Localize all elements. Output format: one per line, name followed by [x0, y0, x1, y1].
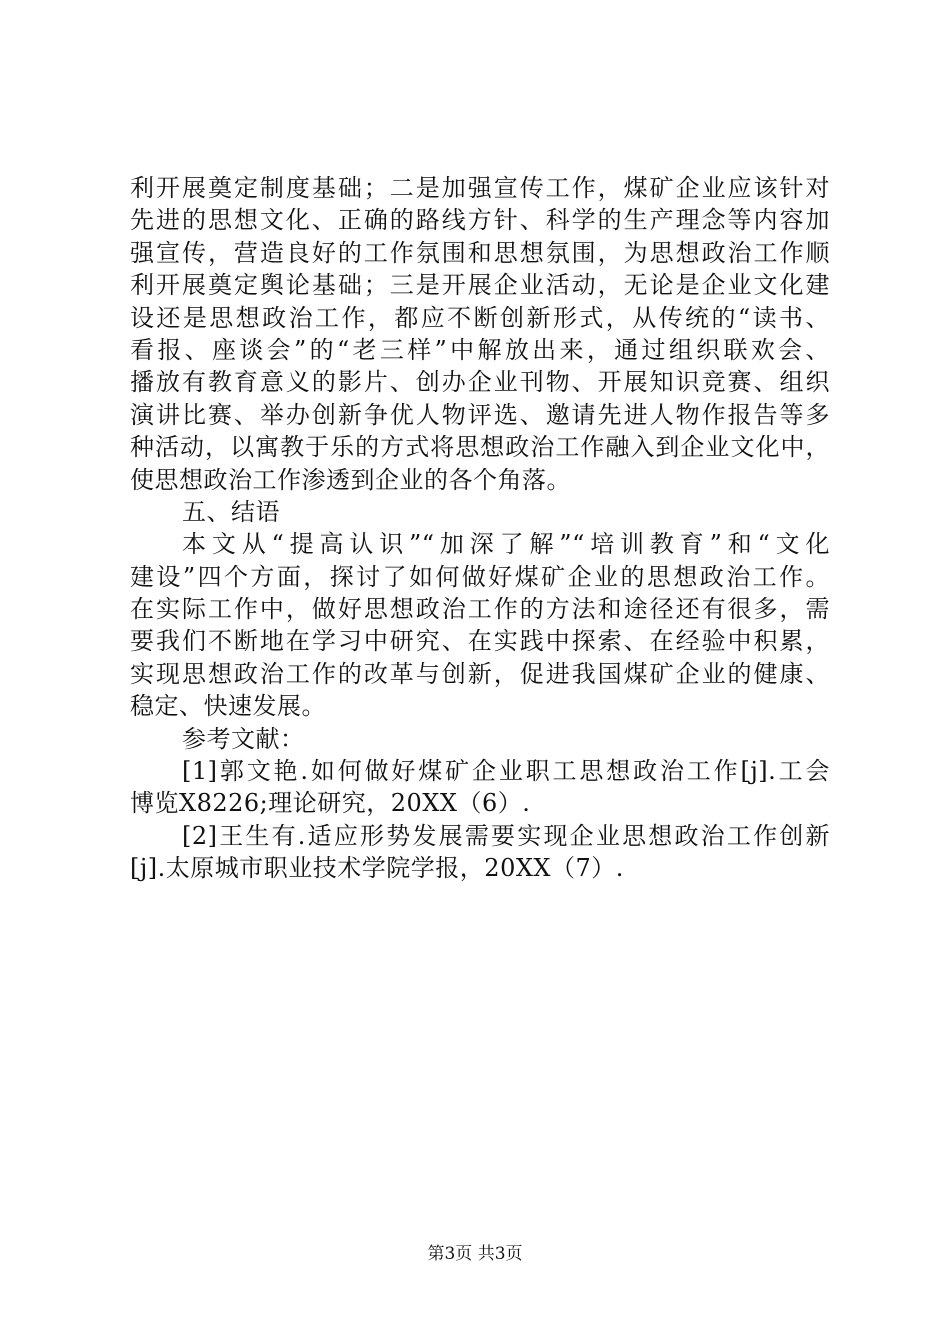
text-line: 看报、座谈会”的“老三样”中解放出来，通过组织联欢会、 — [130, 335, 830, 364]
page-footer — [0, 1243, 950, 1265]
text-line: [j].太原城市职业技术学院学报，20XX（7）. — [130, 854, 624, 883]
document-body — [130, 172, 830, 885]
page-number-label: 第3页 共3页 — [427, 1244, 523, 1264]
text-line: 播放有教育意义的影片、创办企业刊物、开展知识竞赛、组织 — [130, 368, 830, 397]
text-line: 使思想政治工作渗透到企业的各个角落。 — [130, 465, 571, 494]
text-line: [2]王生有.适应形势发展需要实现企业思想政治工作创新 — [182, 821, 830, 850]
text-line: [1]郭文艳.如何做好煤矿企业职工思想政治工作[j].工会 — [182, 757, 830, 786]
text-line: 实现思想政治工作的改革与创新，促进我国煤矿企业的健康、 — [130, 659, 830, 688]
text-line: 本文从“提高认识”“加深了解”“培训教育”和“文化 — [182, 530, 830, 559]
text-line: 在实际工作中，做好思想政治工作的方法和途径还有很多，需 — [130, 595, 830, 624]
text-line: 演讲比赛、举办创新争优人物评选、邀请先进人物作报告等多 — [130, 400, 830, 429]
text-line: 种活动，以寓教于乐的方式将思想政治工作融入到企业文化中， — [130, 433, 830, 462]
text-line: 博览X8226;理论研究，20XX（6）. — [130, 789, 531, 818]
text-line: 利开展奠定制度基础；二是加强宣传工作，煤矿企业应该针对 — [130, 174, 830, 202]
text-line: 五、结语 — [182, 497, 280, 526]
text-line: 稳定、快速发展。 — [130, 692, 326, 721]
text-line: 设还是思想政治工作，都应不断创新形式，从传统的“读书、 — [130, 303, 830, 332]
text-line: 参考文献： — [182, 724, 305, 753]
text-line: 要我们不断地在学习中研究、在实践中探索、在经验中积累， — [130, 627, 830, 656]
text-line: 建设”四个方面，探讨了如何做好煤矿企业的思想政治工作。 — [130, 562, 830, 591]
text-line: 先进的思想文化、正确的路线方针、科学的生产理念等内容加 — [130, 206, 830, 235]
text-line: 强宣传，营造良好的工作氛围和思想氛围，为思想政治工作顺 — [130, 238, 830, 267]
text-line: 利开展奠定舆论基础；三是开展企业活动，无论是企业文化建 — [130, 271, 830, 300]
